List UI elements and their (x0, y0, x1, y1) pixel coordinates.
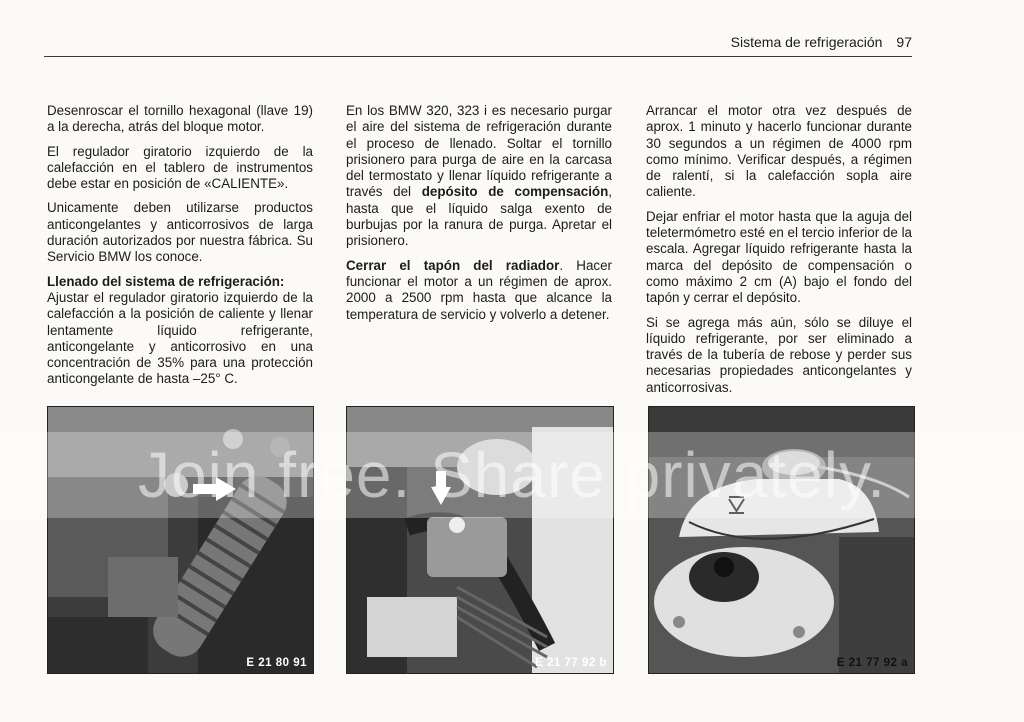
watermark-text: Join free. Share privately. (138, 439, 886, 511)
photo-code: E 21 80 91 (246, 657, 307, 669)
paragraph: Unicamente deben utilizarse productos anticongelantes y anticorrosivos de larga duración autorizados por nuestra fábrica. Su Servicio BMW los conoce. (47, 200, 313, 265)
paragraph: Desenroscar el tornillo hexagonal (llave 19) a la derecha, atrás del bloque motor. (47, 103, 313, 135)
paragraph: Arrancar el motor otra vez después de aprox. 1 minuto y hacerlo funcionar durante 30 segundos a un régimen de 4000 rpm como mínimo. Verificar después, a régimen de ralentí, si la calefacción sopla aire caliente. (646, 103, 912, 200)
photo-drawing (347, 407, 613, 673)
paragraph (346, 103, 612, 250)
text-column-3 (646, 103, 912, 404)
page-number: 97 (896, 34, 912, 50)
paragraph: Si se agrega más aún, sólo se diluye el líquido refrigerante, por ser eliminado a través de la tubería de rebose y perder sus necesarias propiedades anticongelantes y anticorrosivas. (646, 314, 912, 395)
section-title: Sistema de refrigeración (730, 34, 883, 50)
photo-drawing (649, 407, 914, 673)
paragraph-text: En los BMW 320, 323 i es necesario purgar el aire del sistema de refrigeración durante el proceso de llenado. Soltar el tornillo prisionero para purga de aire en la carcasa del termostato y llenar líquido refrigerante a través del (346, 103, 612, 200)
text-column-1 (47, 103, 313, 396)
section-heading: Llenado del sistema de refrigeración: (47, 273, 285, 289)
photo-code: E 21 77 92 b (535, 657, 607, 669)
paragraph: Dejar enfriar el motor hasta que la aguja del teletermómetro esté en el tercio inferior de la escala. Agregar líquido refrigerante hasta la marca del depósito de compensación o como máximo 2 cm (A) bajo el fondo del tapón y cerrar el depósito. (646, 208, 912, 306)
paragraph-body: Ajustar el regulador giratorio izquierdo de la calefacción a la posición de caliente y llenar lentamente líquido refrigerante, anticongelante y anticorrosivo en una concentración de 35% para una protección anticongelante de hasta –25° C. (47, 289, 313, 387)
text-column-2 (346, 103, 612, 331)
paragraph: El regulador giratorio izquierdo de la calefacción en el tablero de instrumentos debe estar en posición de «CALIENTE». (47, 143, 313, 192)
photo-engine-drain-bolt (47, 406, 314, 674)
page-header (44, 32, 912, 57)
paragraph (346, 258, 612, 323)
emphasis: Cerrar el tapón del radiador (346, 257, 560, 273)
paragraph (47, 274, 313, 388)
emphasis: depósito de compensación (421, 184, 609, 200)
photo-code: E 21 77 92 a (836, 657, 908, 669)
photo-thermostat-housing (346, 406, 614, 674)
photo-expansion-tank (648, 406, 915, 674)
paragraph-text: , hasta que el líquido salga exento de burbujas por la ranura de purga. Apretar el prisionero. (346, 184, 613, 249)
photo-drawing (48, 407, 313, 673)
paragraph-text: . Hacer funcionar el motor a un régimen de aprox. 2000 a 2500 rpm hasta que alcance la temperatura de servicio y volverlo a detener. (346, 257, 612, 322)
